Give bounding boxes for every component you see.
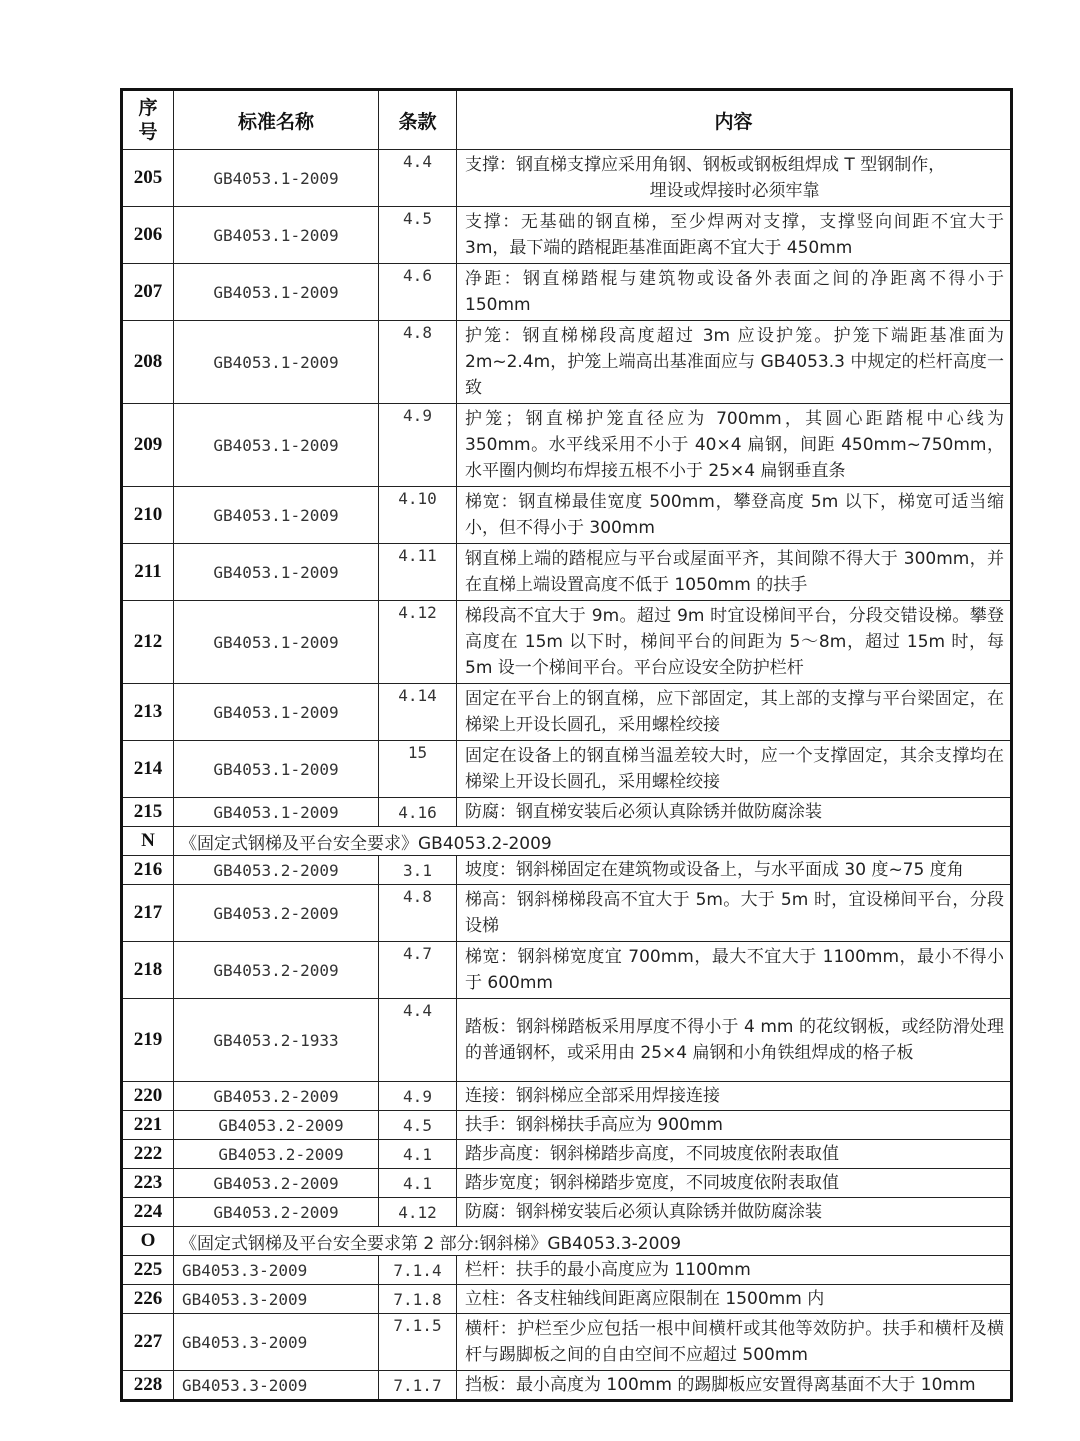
row-number: 208 (122, 321, 174, 404)
row-clause: 3.1 (379, 856, 457, 885)
row-content: 踏步宽度；钢斜梯踏步宽度，不同坡度依附表取值 (457, 1169, 1012, 1198)
row-clause: 7.1.8 (379, 1285, 457, 1314)
header-seq (122, 90, 174, 150)
row-clause: 4.9 (379, 1082, 457, 1111)
standards-table-sheet (120, 88, 1010, 1402)
row-content: 钢直梯上端的踏棍应与平台或屋面平齐，其间隙不得大于 300mm，并在直梯上端设置高度不低于 1050mm 的扶手 (457, 544, 1012, 601)
row-content: 梯段高不宜大于 9m。超过 9m 时宜设梯间平台，分段交错设梯。攀登高度在 15m 以下时，梯间平台的间距为 5～8m，超过 15m 时，每 5m 设一个梯间平台。平台应设安全防护栏杆 (457, 601, 1012, 684)
row-content (457, 150, 1012, 207)
table-row (122, 601, 1012, 684)
row-content: 立柱：各支柱轴线间距离应限制在 1500mm 内 (457, 1285, 1012, 1314)
row-standard: GB4053.1-2009 (174, 741, 379, 798)
row-number: 213 (122, 684, 174, 741)
table-row (122, 544, 1012, 601)
row-content: 栏杆：扶手的最小高度应为 1100mm (457, 1256, 1012, 1285)
row-number: 211 (122, 544, 174, 601)
row-number: 207 (122, 264, 174, 321)
row-number: 214 (122, 741, 174, 798)
row-clause: 4.8 (379, 885, 457, 942)
row-standard: GB4053.1-2009 (174, 601, 379, 684)
row-content-line2: 埋设或焊接时必须牢靠 (649, 181, 820, 201)
row-content: 固定在平台上的钢直梯，应下部固定，其上部的支撑与平台梁固定，在梯梁上开设长圆孔，采用螺栓绞接 (457, 684, 1012, 741)
row-clause: 4.5 (379, 207, 457, 264)
header-content: 内容 (457, 90, 1012, 150)
table-row (122, 1140, 1012, 1169)
table-row (122, 264, 1012, 321)
row-standard: GB4053.1-2009 (174, 264, 379, 321)
header-seq-line1: 序 (138, 97, 158, 119)
row-number: 224 (122, 1198, 174, 1227)
table-row (122, 856, 1012, 885)
table-row (122, 1198, 1012, 1227)
table-row (122, 1371, 1012, 1401)
row-content: 踏步高度：钢斜梯踏步高度，不同坡度依附表取值 (457, 1140, 1012, 1169)
row-content: 防腐：钢直梯安装后必须认真除锈并做防腐涂装 (457, 798, 1012, 827)
row-clause: 7.1.4 (379, 1256, 457, 1285)
section-letter: O (122, 1227, 174, 1256)
table-row (122, 207, 1012, 264)
row-standard: GB4053.1-2009 (174, 798, 379, 827)
section-row (122, 1227, 1012, 1256)
row-number: 228 (122, 1371, 174, 1401)
row-clause: 4.11 (379, 544, 457, 601)
row-standard: GB4053.2-2009 (174, 856, 379, 885)
row-clause: 4.10 (379, 487, 457, 544)
row-standard: GB4053.2-2009 (174, 1111, 379, 1140)
row-clause: 4.1 (379, 1140, 457, 1169)
table-row (122, 1169, 1012, 1198)
row-content: 连接：钢斜梯应全部采用焊接连接 (457, 1082, 1012, 1111)
section-title: 《固定式钢梯及平台安全要求第 2 部分:钢斜梯》GB4053.3-2009 (174, 1227, 1012, 1256)
row-clause: 4.6 (379, 264, 457, 321)
row-number: 205 (122, 150, 174, 207)
row-standard: GB4053.3-2009 (174, 1256, 379, 1285)
row-content: 梯宽：钢斜梯宽度宜 700mm，最大不宜大于 1100mm，最小不得小于 600mm (457, 942, 1012, 999)
row-standard: GB4053.1-2009 (174, 487, 379, 544)
row-clause: 15 (379, 741, 457, 798)
row-clause: 4.4 (379, 150, 457, 207)
row-number: 206 (122, 207, 174, 264)
row-clause: 4.12 (379, 1198, 457, 1227)
row-standard: GB4053.2-2009 (174, 885, 379, 942)
row-number: 216 (122, 856, 174, 885)
row-content: 横杆：护栏至少应包括一根中间横杆或其他等效防护。扶手和横杆及横杆与踢脚板之间的自由空间不应超过 500mm (457, 1314, 1012, 1371)
table-row (122, 1111, 1012, 1140)
row-clause: 4.8 (379, 321, 457, 404)
header-row (122, 90, 1012, 150)
row-standard: GB4053.1-2009 (174, 207, 379, 264)
row-number: 218 (122, 942, 174, 999)
header-seq-line2: 号 (138, 121, 158, 143)
row-clause: 7.1.7 (379, 1371, 457, 1401)
row-standard: GB4053.2-2009 (174, 1082, 379, 1111)
row-content: 净距：钢直梯踏棍与建筑物或设备外表面之间的净距离不得小于 150mm (457, 264, 1012, 321)
row-standard: GB4053.2-2009 (174, 942, 379, 999)
row-content: 踏板：钢斜梯踏板采用厚度不得小于 4 mm 的花纹钢板，或经防滑处理的普通钢杯，或采用由 25×4 扁钢和小角铁组焊成的格子板 (457, 999, 1012, 1082)
row-standard: GB4053.2-1933 (174, 999, 379, 1082)
row-content: 护笼：钢直梯梯段高度超过 3m 应设护笼。护笼下端距基准面为 2m~2.4m，护笼上端高出基准面应与 GB4053.3 中规定的栏杆高度一致 (457, 321, 1012, 404)
row-number: 220 (122, 1082, 174, 1111)
row-number: 219 (122, 999, 174, 1082)
row-standard: GB4053.1-2009 (174, 404, 379, 487)
table-row (122, 1082, 1012, 1111)
row-content: 坡度：钢斜梯固定在建筑物或设备上，与水平面成 30 度~75 度角 (457, 856, 1012, 885)
row-standard: GB4053.2-2009 (174, 1169, 379, 1198)
row-standard: GB4053.2-2009 (174, 1140, 379, 1169)
row-standard: GB4053.1-2009 (174, 321, 379, 404)
row-number: 215 (122, 798, 174, 827)
row-standard: GB4053.1-2009 (174, 684, 379, 741)
row-number: 209 (122, 404, 174, 487)
row-content: 梯高：钢斜梯梯段高不宜大于 5m。大于 5m 时，宜设梯间平台，分段设梯 (457, 885, 1012, 942)
row-standard: GB4053.3-2009 (174, 1371, 379, 1401)
row-content: 护笼；钢直梯护笼直径应为 700mm，其圆心距踏棍中心线为 350mm。水平线采用不小于 40×4 扁钢，间距 450mm~750mm，水平圈内侧均布焊接五根不小于 25×4 扁钢垂直条 (457, 404, 1012, 487)
row-standard: GB4053.3-2009 (174, 1285, 379, 1314)
row-number: 210 (122, 487, 174, 544)
row-number: 222 (122, 1140, 174, 1169)
row-number: 225 (122, 1256, 174, 1285)
table-row (122, 942, 1012, 999)
table-row (122, 404, 1012, 487)
section-row (122, 827, 1012, 856)
row-number: 212 (122, 601, 174, 684)
table-row (122, 150, 1012, 207)
row-number: 217 (122, 885, 174, 942)
row-content-line1: 支撑：钢直梯支撑应采用角钢、钢板或钢板组焊成 T 型钢制作， (465, 155, 946, 175)
header-clause: 条款 (379, 90, 457, 150)
row-content: 挡板：最小高度为 100mm 的踢脚板应安置得离基面不大于 10mm (457, 1371, 1012, 1401)
table-row (122, 1314, 1012, 1371)
row-content: 防腐：钢斜梯安装后必须认真除锈并做防腐涂装 (457, 1198, 1012, 1227)
row-clause: 7.1.5 (379, 1314, 457, 1371)
row-number: 221 (122, 1111, 174, 1140)
row-content: 梯宽：钢直梯最佳宽度 500mm，攀登高度 5m 以下，梯宽可适当缩小，但不得小于 300mm (457, 487, 1012, 544)
table-row (122, 321, 1012, 404)
table-row (122, 885, 1012, 942)
row-clause: 4.9 (379, 404, 457, 487)
row-number: 227 (122, 1314, 174, 1371)
row-number: 223 (122, 1169, 174, 1198)
table-row (122, 741, 1012, 798)
row-content: 支撑：无基础的钢直梯，至少焊两对支撑，支撑竖向间距不宜大于 3m，最下端的踏棍距基准面距离不宜大于 450mm (457, 207, 1012, 264)
row-clause: 4.12 (379, 601, 457, 684)
table-row (122, 1256, 1012, 1285)
row-clause: 4.7 (379, 942, 457, 999)
row-content: 扶手：钢斜梯扶手高应为 900mm (457, 1111, 1012, 1140)
row-clause: 4.1 (379, 1169, 457, 1198)
header-standard-name: 标准名称 (174, 90, 379, 150)
row-clause: 4.4 (379, 999, 457, 1082)
row-content: 固定在设备上的钢直梯当温差较大时，应一个支撑固定，其余支撑均在梯梁上开设长圆孔，采用螺栓绞接 (457, 741, 1012, 798)
table-row (122, 798, 1012, 827)
row-standard: GB4053.3-2009 (174, 1314, 379, 1371)
table-row (122, 684, 1012, 741)
row-standard: GB4053.1-2009 (174, 150, 379, 207)
row-number: 226 (122, 1285, 174, 1314)
section-title: 《固定式钢梯及平台安全要求》GB4053.2-2009 (174, 827, 1012, 856)
row-standard: GB4053.2-2009 (174, 1198, 379, 1227)
table-row (122, 487, 1012, 544)
standards-table (120, 88, 1013, 1402)
row-clause: 4.5 (379, 1111, 457, 1140)
row-clause: 4.16 (379, 798, 457, 827)
section-letter: N (122, 827, 174, 856)
row-clause: 4.14 (379, 684, 457, 741)
row-standard: GB4053.1-2009 (174, 544, 379, 601)
table-row (122, 999, 1012, 1082)
table-row (122, 1285, 1012, 1314)
